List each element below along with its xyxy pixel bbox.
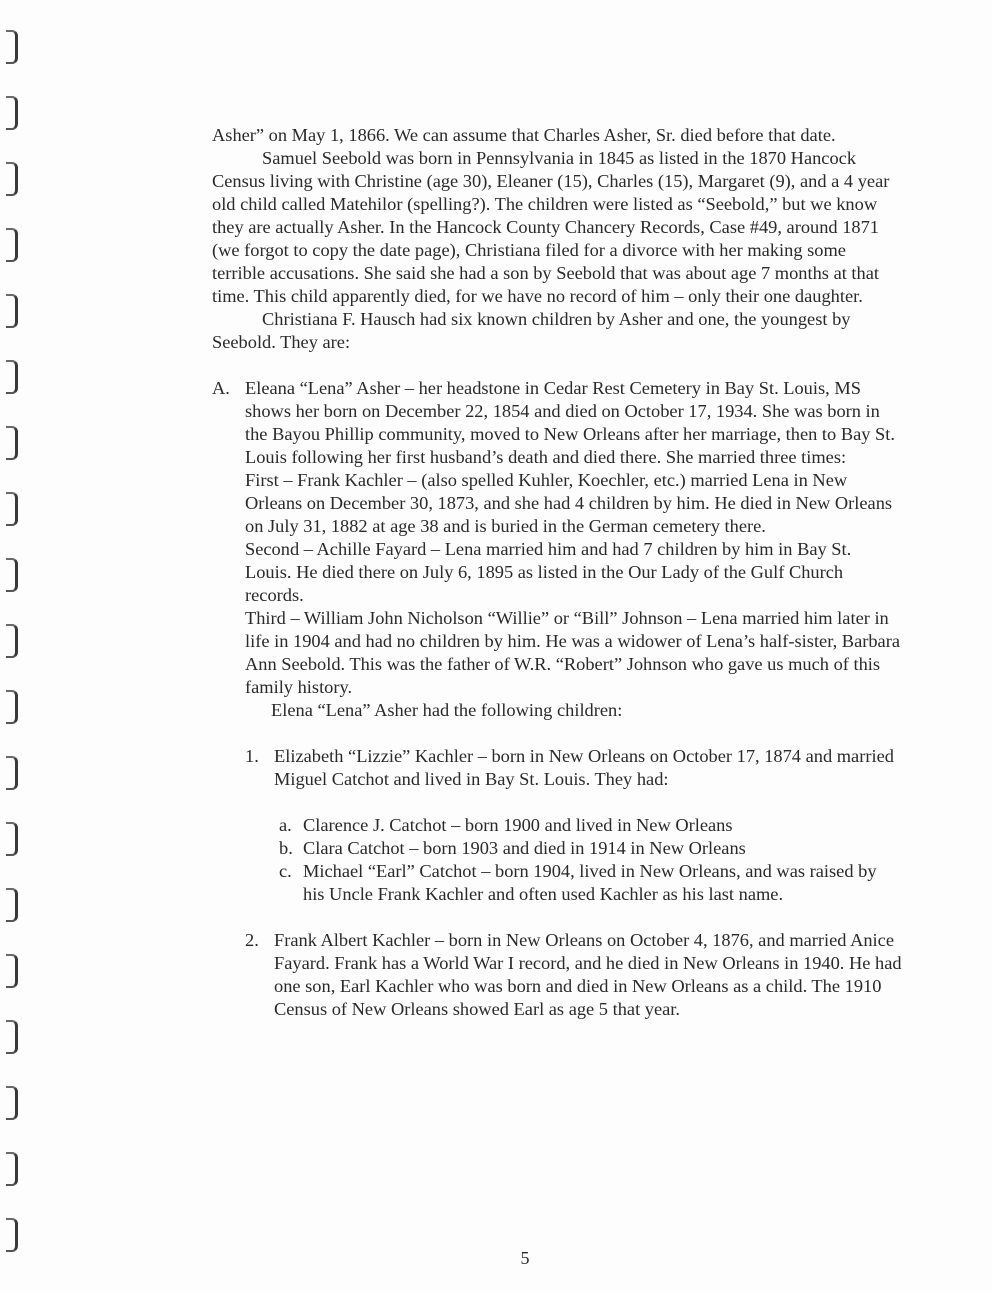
list-label: A.: [212, 378, 230, 398]
binding-ring: [6, 492, 18, 526]
list-label: 1.: [245, 746, 259, 766]
spiral-binding: [6, 30, 20, 1280]
list-label: a.: [279, 815, 292, 835]
binding-ring: [6, 1086, 18, 1120]
binding-ring: [6, 96, 18, 130]
list-item: [212, 929, 902, 1021]
list-label: b.: [279, 838, 293, 858]
list-label: 2.: [245, 930, 259, 950]
list-label: c.: [279, 861, 292, 881]
binding-ring: [6, 30, 18, 64]
binding-ring: [6, 954, 18, 988]
sub-list-item-text: Clarence J. Catchot – born 1900 and lived in New Orleans: [303, 815, 733, 835]
section-a-heading: [212, 377, 902, 469]
binding-ring: [6, 294, 18, 328]
binding-ring: [6, 1152, 18, 1186]
binding-ring: [6, 558, 18, 592]
binding-ring: [6, 690, 18, 724]
binding-ring: [6, 1218, 18, 1252]
binding-ring: [6, 426, 18, 460]
sub-list-item-text: Michael “Earl” Catchot – born 1904, lived in New Orleans, and was raised by his Uncle Frank Kachler and often used Kachler as his last name.: [303, 861, 877, 904]
list-item: [212, 745, 902, 791]
first-marriage: First – Frank Kachler – (also spelled Kuhler, Koechler, etc.) married Lena in New Orleans on December 30, 1873, and she had 4 children by him. He died in New Orleans on July 31, 1882 at age 38 and is buried in the German cemetery there.: [245, 470, 893, 536]
binding-ring: [6, 888, 18, 922]
sub-list-item: [212, 860, 902, 906]
third-marriage: Third – William John Nicholson “Willie” or “Bill” Johnson – Lena married him later in life in 1904 and had no children by him. He was a widower of Lena’s half-sister, Barbara Ann Seebold. This was the father of W.R. “Robert” Johnson who gave us much of this family history.: [245, 608, 900, 697]
page-number: 5: [520, 1248, 530, 1268]
sub-list: [212, 814, 902, 906]
sub-list-item: [212, 837, 902, 860]
list-item-text: Frank Albert Kachler – born in New Orleans on October 4, 1876, and married Anice Fayard. Frank has a World War I record, and he died in New Orleans in 1940. He had one son, Earl Kachler who was born and died in New Orleans as a child. The 1910 Census of New Orleans showed Earl as age 5 that year.: [274, 930, 902, 1019]
paragraph: Asher” on May 1, 1866. We can assume that Charles Asher, Sr. died before that date.: [212, 125, 836, 145]
children-intro: Elena “Lena” Asher had the following children:: [271, 700, 623, 720]
binding-ring: [6, 756, 18, 790]
binding-ring: [6, 162, 18, 196]
sub-list-item: [212, 814, 902, 837]
sub-list-item-text: Clara Catchot – born 1903 and died in 1914 in New Orleans: [303, 838, 746, 858]
body-text: [212, 124, 902, 1021]
second-marriage: Second – Achille Fayard – Lena married him and had 7 children by him in Bay St. Louis. He died there on July 6, 1895 as listed in the Our Lady of the Gulf Church records.: [245, 539, 852, 605]
section-a-text: Eleana “Lena” Asher – her headstone in Cedar Rest Cemetery in Bay St. Louis, MS shows her born on December 22, 1854 and died on October 17, 1934. She was born in the Bayou Phillip community, moved to New Orleans after her marriage, then to Bay St. Louis following her first husband’s death and died there. She married three times:: [245, 378, 895, 467]
binding-ring: [6, 228, 18, 262]
list-item-text: Elizabeth “Lizzie” Kachler – born in New Orleans on October 17, 1874 and married Miguel Catchot and lived in Bay St. Louis. They had:: [274, 746, 894, 789]
binding-ring: [6, 360, 18, 394]
binding-ring: [6, 1020, 18, 1054]
paragraph: Christiana F. Hausch had six known children by Asher and one, the youngest by Seebold. They are:: [212, 309, 851, 352]
binding-ring: [6, 624, 18, 658]
binding-ring: [6, 822, 18, 856]
paragraph: Samuel Seebold was born in Pennsylvania in 1845 as listed in the 1870 Hancock Census living with Christine (age 30), Eleaner (15), Charles (15), Margaret (9), and a 4 year old child called Matehilor (spelling?). The children were listed as “Seebold,” but we know they are actually Asher. In the Hancock County Chancery Records, Case #49, around 1871 (we forgot to copy the date page), Christiana filed for a divorce with her making some terrible accusations. She said she had a son by Seebold that was about age 7 months at that time. This child apparently died, for we have no record of him – only their one daughter.: [212, 148, 890, 306]
